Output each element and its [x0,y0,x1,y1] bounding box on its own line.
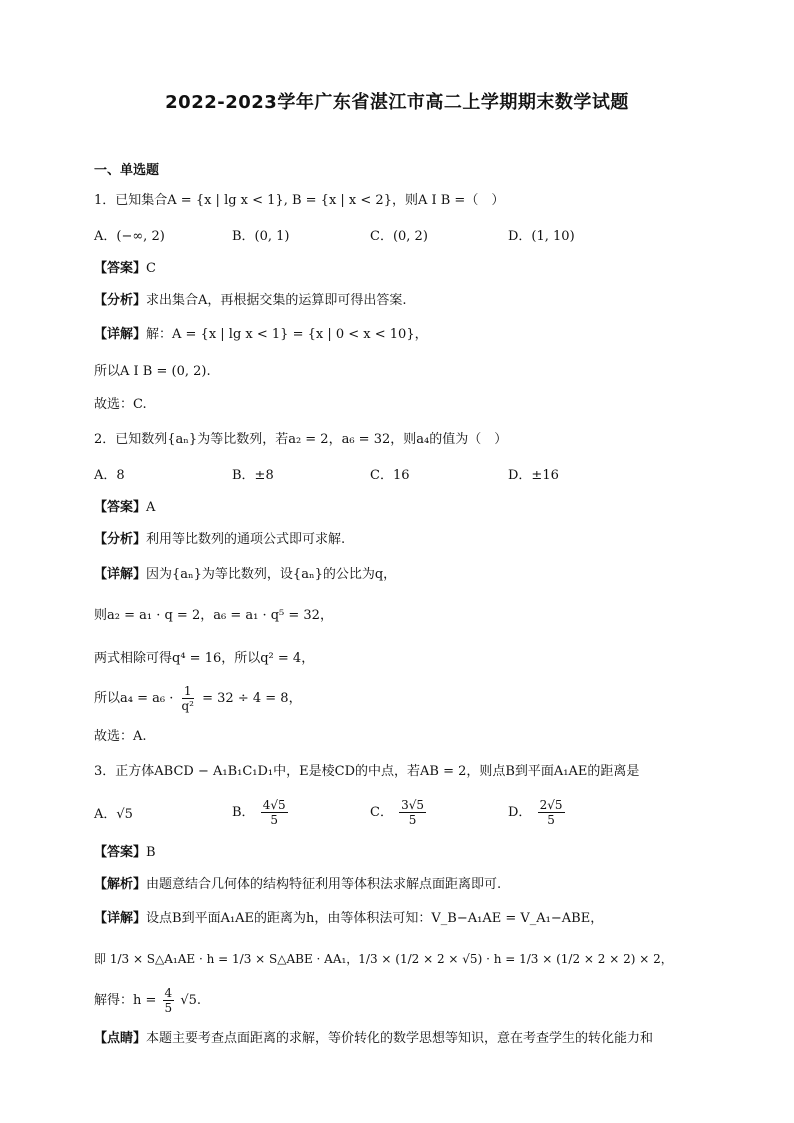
q3-detail-line2: 即 1/3 × S△A₁AE · h = 1/3 × S△ABE · AA₁，1/3 × (1/2 × 2 × √5) · h = 1/3 × (1/2 × 2 × 2) × 2， [94,952,673,966]
q1-analysis [94,292,407,310]
option-label: A． [94,807,117,822]
q2-detail [94,566,396,584]
q2-answer [94,499,155,517]
line4-prefix: 所以a₄ = a₆ · [94,691,174,706]
detail-tag: 【详解】 [94,567,147,582]
fraction-denominator: q² [181,699,194,713]
answer-tag: 【答案】 [94,261,147,276]
q1-conclusion: 故选：C. [94,397,147,412]
q2-stem: 2．已知数列{aₙ}为等比数列，若a₂ = 2，a₆ = 32，则a₄的值为（ ） [94,432,508,447]
detail-text: 因为{aₙ}为等比数列，设{aₙ}的公比为q， [146,567,397,582]
line3-suffix: √5. [180,993,202,1008]
analysis-tag: 【分析】 [94,293,147,308]
q2-conclusion: 故选：A. [94,729,147,744]
option-label: D． [508,805,532,820]
fraction-numerator: 2√5 [539,798,563,812]
analysis-text: 由题意结合几何体的结构特征利用等体积法求解点面距离即可. [146,877,502,892]
fraction-denominator: 5 [408,813,417,827]
fraction [399,798,426,827]
q1-option-a: A．(−∞, 2) [94,229,165,244]
option-label: C． [370,805,393,820]
fraction [163,986,175,1015]
answer-tag: 【答案】 [94,500,147,515]
fraction-denominator: 5 [547,813,555,827]
q1-stem: 1．已知集合A = {x | lg x < 1}, B = {x | x < 2}，则A I B =（ ） [94,193,505,208]
answer-value: A [146,500,156,515]
fraction-numerator: 4√5 [262,798,286,812]
q3-option-c [370,798,428,827]
detail-tag: 【详解】 [94,327,147,342]
option-label: B． [232,805,255,820]
fraction-numerator: 4 [164,986,173,1000]
q2-option-b: B．±8 [232,468,274,483]
fraction-numerator: 1 [183,684,192,698]
line4-suffix: = 32 ÷ 4 = 8， [202,691,302,706]
line3-prefix: 解得：h = [94,993,157,1008]
answer-value: B [146,845,156,860]
q3-comment [94,1030,653,1048]
answer-value: C [146,261,156,276]
q3-analysis [94,876,501,894]
analysis-text: 利用等比数列的通项公式即可求解. [146,532,346,547]
fraction-denominator: 5 [164,1001,173,1015]
q2-option-d: D．±16 [508,468,559,483]
q2-detail-line2: 则a₂ = a₁ · q = 2，a₆ = a₁ · q⁵ = 32， [94,608,333,623]
detail-text: 设点B到平面A₁AE的距离为h，由等体积法可知：V_B−A₁AE = V_A₁−ABE， [146,911,604,926]
q1-option-b: B．(0, 1) [232,229,290,244]
q1-answer [94,260,156,278]
q1-option-c: C．(0, 2) [370,229,428,244]
q2-option-a: A．8 [94,468,125,483]
detail-tag: 【详解】 [94,911,147,926]
analysis-tag: 【分析】 [94,532,147,547]
q1-option-d: D．(1, 10) [508,229,575,244]
q3-answer [94,844,156,862]
q3-option-d [508,798,567,827]
document-title: 2022-2023学年广东省湛江市高二上学期期末数学试题 [165,92,629,113]
q2-option-c: C．16 [370,468,410,483]
comment-tag: 【点睛】 [94,1031,147,1046]
option-value: √5 [116,807,133,822]
q3-detail-line3 [94,986,201,1015]
answer-tag: 【答案】 [94,845,147,860]
q2-detail-line3: 两式相除可得q⁴ = 16，所以q² = 4， [94,651,315,666]
comment-text: 本题主要考查点面距离的求解，等价转化的数学思想等知识，意在考查学生的转化能力和 [146,1031,654,1046]
q3-detail [94,910,603,928]
q3-option-b [232,798,290,827]
fraction-denominator: 5 [270,813,278,827]
q1-detail-line2: 所以A I B = (0, 2). [94,364,211,379]
analysis-tag: 【解析】 [94,877,147,892]
q3-option-a [94,806,133,824]
section-heading: 一、单选题 [94,163,160,178]
fraction-numerator: 3√5 [401,798,425,812]
fraction [261,798,288,827]
q2-detail-line4 [94,684,302,713]
detail-text: 解：A = {x | lg x < 1} = {x | 0 < x < 10}， [146,327,428,342]
analysis-text: 求出集合A，再根据交集的运算即可得出答案. [146,293,407,308]
q1-detail [94,326,428,344]
q3-stem: 3．正方体ABCD − A₁B₁C₁D₁中，E是棱CD的中点，若AB = 2，则点B到平面A₁AE的距离是 [94,764,640,779]
fraction [180,684,197,713]
fraction [538,798,565,827]
q2-analysis [94,531,345,549]
